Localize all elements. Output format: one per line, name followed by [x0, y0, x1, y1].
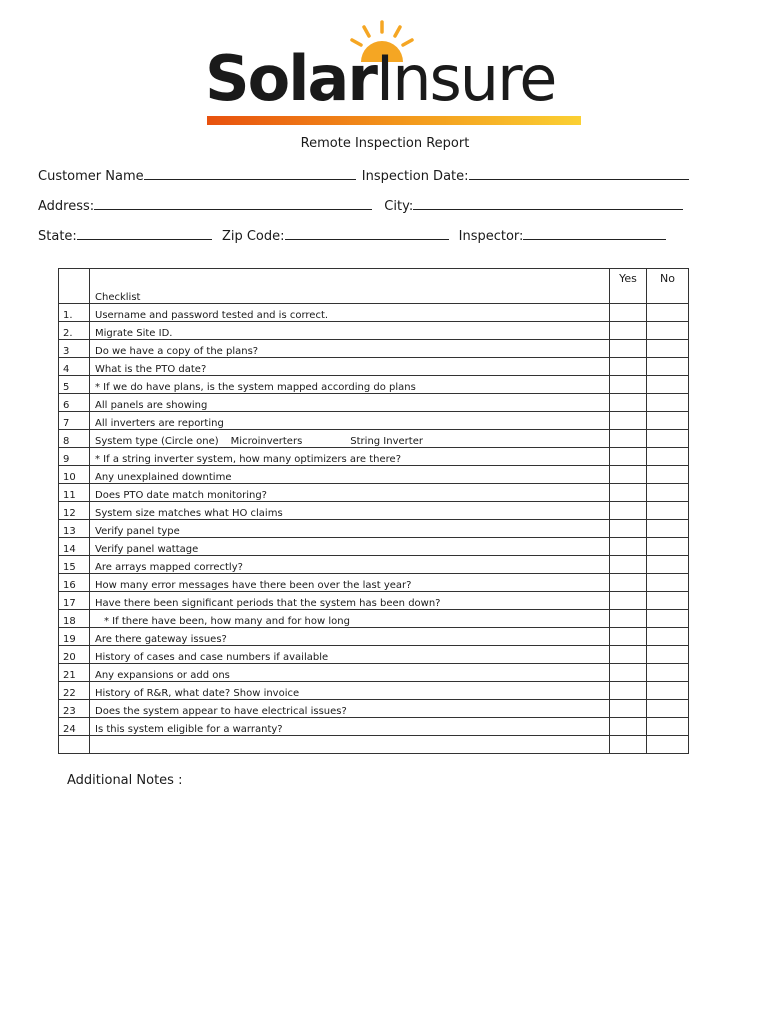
row-number: 5 — [59, 376, 90, 394]
yes-checkbox[interactable] — [610, 304, 647, 322]
no-checkbox[interactable] — [647, 646, 689, 664]
table-row — [59, 556, 689, 574]
no-checkbox[interactable] — [647, 628, 689, 646]
row-text: * If there have been, how many and for how long — [90, 610, 610, 628]
header-checklist: Checklist — [90, 269, 610, 304]
logo-text-bold: Solar — [205, 42, 376, 115]
row-text: Does PTO date match monitoring? — [90, 484, 610, 502]
row-text: All inverters are reporting — [90, 412, 610, 430]
no-checkbox[interactable] — [647, 610, 689, 628]
no-checkbox[interactable] — [647, 502, 689, 520]
table-row — [59, 700, 689, 718]
no-checkbox[interactable] — [647, 592, 689, 610]
table-row — [59, 574, 689, 592]
address-field[interactable] — [94, 197, 372, 210]
yes-checkbox[interactable] — [610, 322, 647, 340]
city-label: City: — [384, 199, 414, 214]
row-number: 18 — [59, 610, 90, 628]
yes-checkbox[interactable] — [610, 556, 647, 574]
yes-checkbox[interactable] — [610, 538, 647, 556]
row-number: 19 — [59, 628, 90, 646]
empty-cell — [90, 736, 610, 754]
row-text: * If a string inverter system, how many optimizers are there? — [90, 448, 610, 466]
city-field[interactable] — [413, 197, 683, 210]
table-row — [59, 448, 689, 466]
yes-checkbox[interactable] — [610, 592, 647, 610]
table-row — [59, 394, 689, 412]
table-row — [59, 682, 689, 700]
table-row — [59, 664, 689, 682]
row-text: System size matches what HO claims — [90, 502, 610, 520]
row-text: Migrate Site ID. — [90, 322, 610, 340]
row-text: Verify panel type — [90, 520, 610, 538]
table-row — [59, 610, 689, 628]
row-text: Any unexplained downtime — [90, 466, 610, 484]
table-header-row — [59, 269, 689, 304]
no-checkbox[interactable] — [647, 718, 689, 736]
no-checkbox[interactable] — [647, 538, 689, 556]
row-number: 14 — [59, 538, 90, 556]
inspector-field[interactable] — [523, 227, 666, 240]
row-text: How many error messages have there been over the last year? — [90, 574, 610, 592]
yes-checkbox[interactable] — [610, 376, 647, 394]
no-checkbox[interactable] — [647, 322, 689, 340]
yes-checkbox[interactable] — [610, 718, 647, 736]
yes-checkbox[interactable] — [610, 664, 647, 682]
table-row — [59, 304, 689, 322]
address-row — [38, 197, 683, 214]
row-text: * If we do have plans, is the system mapped according do plans — [90, 376, 610, 394]
yes-checkbox[interactable] — [610, 610, 647, 628]
row-text: History of cases and case numbers if available — [90, 646, 610, 664]
row-text: Does the system appear to have electrical issues? — [90, 700, 610, 718]
address-label: Address: — [38, 199, 95, 214]
yes-checkbox[interactable] — [610, 520, 647, 538]
row-text: Are arrays mapped correctly? — [90, 556, 610, 574]
table-row — [59, 412, 689, 430]
no-checkbox[interactable] — [647, 430, 689, 448]
yes-checkbox[interactable] — [610, 682, 647, 700]
yes-checkbox[interactable] — [610, 340, 647, 358]
table-row — [59, 376, 689, 394]
row-text: Username and password tested and is correct. — [90, 304, 610, 322]
state-label: State: — [38, 229, 77, 244]
no-checkbox[interactable] — [647, 556, 689, 574]
row-number: 22 — [59, 682, 90, 700]
row-number: 23 — [59, 700, 90, 718]
yes-checkbox[interactable] — [610, 448, 647, 466]
row-text: Have there been significant periods that the system has been down? — [90, 592, 610, 610]
customer-name-label: Customer Name — [38, 169, 144, 184]
location-row — [38, 227, 666, 244]
table-row — [59, 358, 689, 376]
no-checkbox[interactable] — [647, 484, 689, 502]
inspector-label: Inspector: — [458, 229, 524, 244]
yes-checkbox[interactable] — [610, 412, 647, 430]
no-checkbox[interactable] — [647, 736, 689, 754]
empty-cell — [59, 736, 90, 754]
no-checkbox[interactable] — [647, 664, 689, 682]
row-text: Any expansions or add ons — [90, 664, 610, 682]
no-checkbox[interactable] — [647, 376, 689, 394]
option-string-inverter[interactable]: String Inverter — [350, 436, 423, 447]
logo-wordmark — [205, 42, 556, 115]
row-number: 15 — [59, 556, 90, 574]
row-number: 8 — [59, 430, 90, 448]
yes-checkbox[interactable] — [610, 646, 647, 664]
option-microinverters[interactable]: Microinverters — [230, 436, 303, 447]
row-text — [90, 430, 610, 448]
no-checkbox[interactable] — [647, 358, 689, 376]
zip-label: Zip Code: — [221, 229, 285, 244]
row-number: 16 — [59, 574, 90, 592]
row-text: Are there gateway issues? — [90, 628, 610, 646]
table-row — [59, 430, 689, 448]
header-yes: Yes — [610, 269, 647, 304]
table-row-empty — [59, 736, 689, 754]
row-number: 6 — [59, 394, 90, 412]
no-checkbox[interactable] — [647, 574, 689, 592]
logo-text-regular: Insure — [375, 42, 556, 115]
customer-row — [38, 167, 689, 184]
table-row — [59, 502, 689, 520]
yes-checkbox[interactable] — [610, 430, 647, 448]
zip-field[interactable] — [285, 227, 449, 240]
row-number: 1. — [59, 304, 90, 322]
no-checkbox[interactable] — [647, 394, 689, 412]
yes-checkbox[interactable] — [610, 358, 647, 376]
yes-checkbox[interactable] — [610, 736, 647, 754]
table-row — [59, 592, 689, 610]
no-checkbox[interactable] — [647, 682, 689, 700]
yes-checkbox[interactable] — [610, 484, 647, 502]
row-number: 2. — [59, 322, 90, 340]
table-row — [59, 466, 689, 484]
yes-checkbox[interactable] — [610, 574, 647, 592]
report-title: Remote Inspection Report — [300, 136, 470, 151]
no-checkbox[interactable] — [647, 466, 689, 484]
inspection-date-field[interactable] — [469, 167, 689, 180]
inspection-date-label: Inspection Date: — [361, 169, 469, 184]
table-row — [59, 322, 689, 340]
table-row — [59, 538, 689, 556]
yes-checkbox[interactable] — [610, 466, 647, 484]
no-checkbox[interactable] — [647, 448, 689, 466]
row-number: 20 — [59, 646, 90, 664]
yes-checkbox[interactable] — [610, 394, 647, 412]
row-number: 9 — [59, 448, 90, 466]
row-number: 13 — [59, 520, 90, 538]
table-row — [59, 484, 689, 502]
row-text: Verify panel wattage — [90, 538, 610, 556]
additional-notes-label: Additional Notes : — [67, 773, 183, 788]
row-text: All panels are showing — [90, 394, 610, 412]
row-number: 10 — [59, 466, 90, 484]
no-checkbox[interactable] — [647, 412, 689, 430]
no-checkbox[interactable] — [647, 520, 689, 538]
table-row — [59, 340, 689, 358]
header-no: No — [647, 269, 689, 304]
header-num-cell — [59, 269, 90, 304]
row-text: History of R&R, what date? Show invoice — [90, 682, 610, 700]
no-checkbox[interactable] — [647, 340, 689, 358]
row-number: 7 — [59, 412, 90, 430]
yes-checkbox[interactable] — [610, 700, 647, 718]
yes-checkbox[interactable] — [610, 628, 647, 646]
no-checkbox[interactable] — [647, 304, 689, 322]
row-number: 4 — [59, 358, 90, 376]
yes-checkbox[interactable] — [610, 502, 647, 520]
row-text: What is the PTO date? — [90, 358, 610, 376]
checklist-table — [58, 268, 689, 754]
row-number: 11 — [59, 484, 90, 502]
row-number: 21 — [59, 664, 90, 682]
row-number: 24 — [59, 718, 90, 736]
table-row — [59, 520, 689, 538]
row-number: 3 — [59, 340, 90, 358]
system-type-label: System type (Circle one) — [95, 436, 219, 447]
table-row — [59, 718, 689, 736]
table-row — [59, 646, 689, 664]
row-number: 17 — [59, 592, 90, 610]
row-text: Is this system eligible for a warranty? — [90, 718, 610, 736]
logo-underline-bar — [207, 116, 581, 125]
customer-name-field[interactable] — [144, 167, 356, 180]
table-row — [59, 628, 689, 646]
no-checkbox[interactable] — [647, 700, 689, 718]
row-number: 12 — [59, 502, 90, 520]
state-field[interactable] — [77, 227, 212, 240]
row-text: Do we have a copy of the plans? — [90, 340, 610, 358]
solarinsure-logo — [205, 18, 583, 130]
